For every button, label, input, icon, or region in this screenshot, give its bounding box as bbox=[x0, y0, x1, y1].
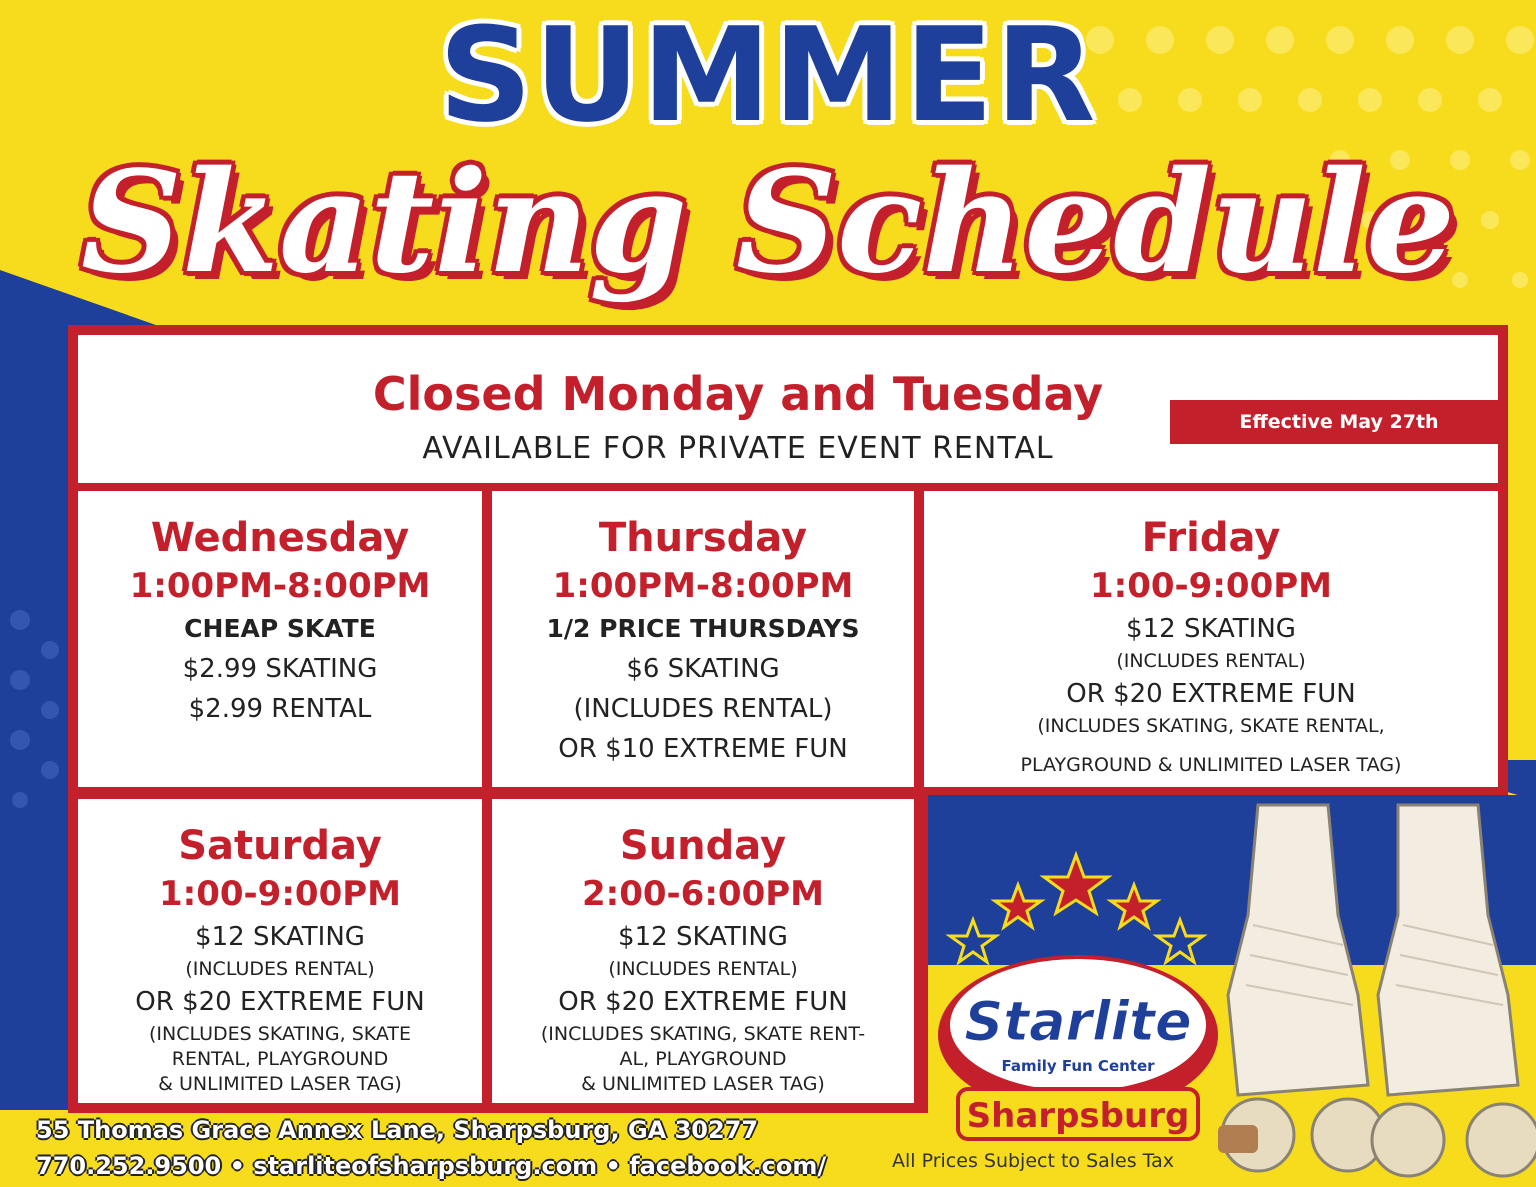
day-price: $2.99 RENTAL bbox=[188, 694, 372, 724]
day-promo: 1/2 PRICE THURSDAYS bbox=[546, 614, 860, 643]
logo-brand: Starlite bbox=[964, 990, 1192, 1053]
star-icon bbox=[950, 920, 996, 962]
day-price-note: (INCLUDES SKATING, SKATE bbox=[148, 1023, 412, 1045]
starlite-logo bbox=[928, 845, 1228, 1165]
day-promo: CHEAP SKATE bbox=[184, 614, 376, 643]
star-icon bbox=[1157, 920, 1203, 962]
day-price: OR $20 EXTREME FUN bbox=[135, 987, 425, 1017]
day-card-wednesday bbox=[78, 491, 482, 787]
day-price: OR $20 EXTREME FUN bbox=[558, 987, 848, 1017]
day-price-note: & UNLIMITED LASER TAG) bbox=[158, 1073, 402, 1095]
day-name: Sunday bbox=[619, 823, 787, 869]
day-price-note: (INCLUDES RENTAL) bbox=[185, 958, 375, 980]
footer-contact bbox=[36, 1112, 826, 1184]
star-icon bbox=[1111, 885, 1157, 927]
day-price: $6 SKATING bbox=[626, 654, 780, 684]
day-price-note: (INCLUDES SKATING, SKATE RENT- bbox=[540, 1023, 866, 1045]
day-hours: 1:00-9:00PM bbox=[158, 874, 401, 914]
footer-links: 770.252.9500 • starliteofsharpsburg.com • facebook.com/ bbox=[36, 1152, 827, 1180]
day-price-note: (INCLUDES RENTAL) bbox=[573, 694, 833, 724]
logo-tagline: Family Fun Center bbox=[1001, 1057, 1155, 1075]
day-price: $12 SKATING bbox=[195, 922, 365, 952]
day-price-note: RENTAL, PLAYGROUND bbox=[171, 1048, 389, 1070]
closed-subtitle: AVAILABLE FOR PRIVATE EVENT RENTAL bbox=[422, 431, 1054, 466]
star-icon bbox=[1044, 855, 1108, 913]
title-summer: SUMMER bbox=[438, 0, 1098, 151]
day-price-note: PLAYGROUND & UNLIMITED LASER TAG) bbox=[1020, 754, 1402, 776]
day-price-note: (INCLUDES RENTAL) bbox=[608, 958, 798, 980]
day-price: $12 SKATING bbox=[1126, 614, 1296, 644]
day-card-thursday bbox=[492, 491, 914, 787]
day-name: Friday bbox=[1141, 515, 1281, 561]
day-price: $2.99 SKATING bbox=[182, 654, 378, 684]
day-card-friday bbox=[924, 491, 1498, 787]
closed-title: Closed Monday and Tuesday bbox=[372, 367, 1104, 421]
logo-skates-panel bbox=[928, 795, 1536, 1187]
day-hours: 2:00-6:00PM bbox=[581, 874, 824, 914]
title-skating-schedule: Skating Schedule bbox=[80, 141, 1456, 305]
sales-tax-note: All Prices Subject to Sales Tax bbox=[892, 1150, 1175, 1172]
day-name: Thursday bbox=[598, 515, 808, 561]
roller-skates-image bbox=[1208, 795, 1536, 1187]
day-card-saturday bbox=[78, 799, 482, 1103]
logo-location: Sharpsburg bbox=[966, 1096, 1190, 1136]
day-card-sunday bbox=[492, 799, 914, 1103]
day-price-note: AL, PLAYGROUND bbox=[619, 1048, 787, 1070]
effective-date-badge: Effective May 27th bbox=[1170, 400, 1508, 444]
star-icon bbox=[995, 885, 1041, 927]
day-price-note: (INCLUDES RENTAL) bbox=[1116, 650, 1306, 672]
day-price: OR $20 EXTREME FUN bbox=[1066, 679, 1356, 709]
day-price: OR $10 EXTREME FUN bbox=[558, 734, 848, 764]
day-price-note: & UNLIMITED LASER TAG) bbox=[581, 1073, 825, 1095]
day-name: Saturday bbox=[178, 823, 382, 869]
day-price: $12 SKATING bbox=[618, 922, 788, 952]
day-hours: 1:00PM-8:00PM bbox=[552, 566, 854, 606]
footer-address: 55 Thomas Grace Annex Lane, Sharpsburg, GA 30277 bbox=[36, 1116, 759, 1144]
day-name: Wednesday bbox=[150, 515, 410, 561]
day-price-note: (INCLUDES SKATING, SKATE RENTAL, bbox=[1037, 715, 1385, 737]
day-hours: 1:00-9:00PM bbox=[1089, 566, 1332, 606]
day-hours: 1:00PM-8:00PM bbox=[129, 566, 431, 606]
